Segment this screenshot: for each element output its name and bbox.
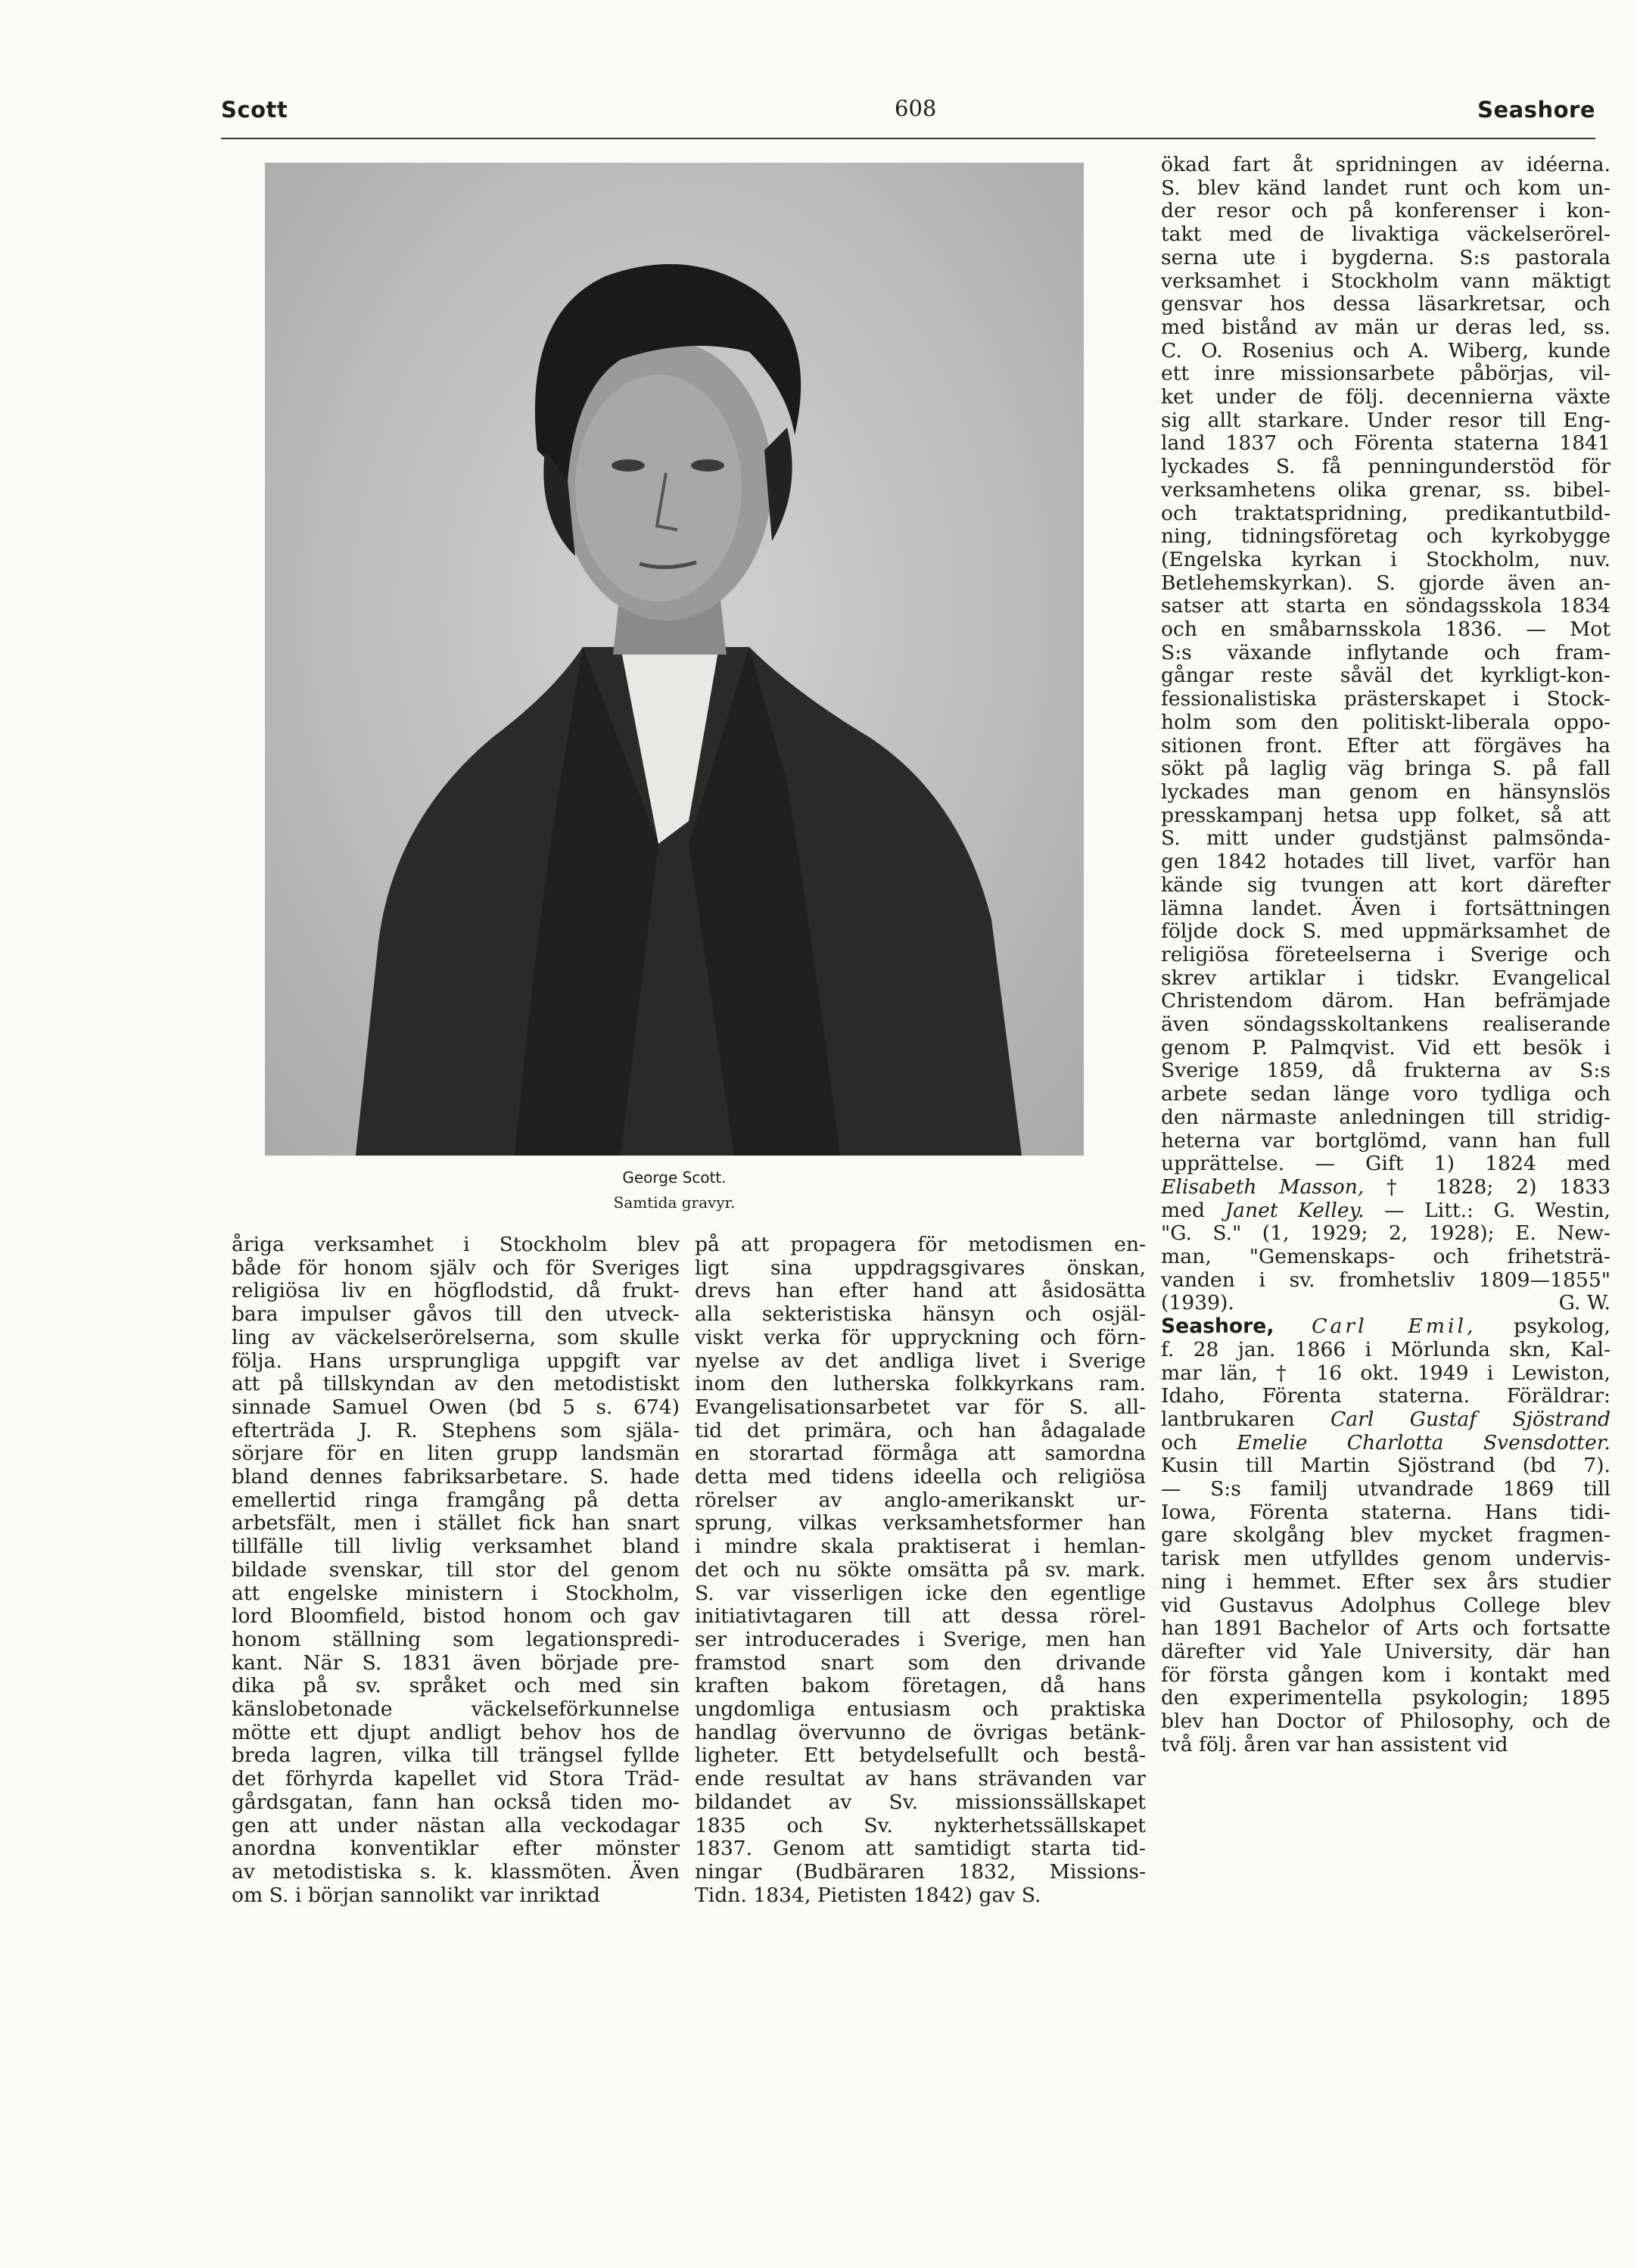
text-line: även söndagsskoltankens realiserande (1161, 1013, 1611, 1037)
text-line: initiativtagaren till att dessa rörel- (695, 1604, 1146, 1629)
text-line: Christendom därom. Han befrämjade (1161, 989, 1611, 1013)
text-line: ket under de följ. decennierna växte (1161, 385, 1611, 409)
text-line: genom P. Palmqvist. Vid ett besök i (1161, 1035, 1611, 1059)
text-line: ser introducerades i Sverige, men han (695, 1627, 1146, 1651)
caption-subtitle: Samtida gravyr. (613, 1193, 736, 1212)
text-line: ling av väckelserörelserna, som skulle (232, 1325, 680, 1349)
text-line: 1835 och Sv. nykterhetssällskapet (695, 1813, 1146, 1837)
text-column-3 (1161, 154, 1611, 1757)
text-line: arbete sedan länge voro tydliga och (1161, 1082, 1611, 1106)
text-line: i mindre skala praktiserat i hemlan- (695, 1535, 1146, 1559)
entry-headword: Seashore, (1161, 1314, 1274, 1339)
text-line: drevs han efter hand att åsidosätta (695, 1279, 1146, 1303)
text-line: Iowa, Förenta staterna. Hans tidi- (1161, 1500, 1611, 1524)
text-line: ende resultat av hans strävanden var (695, 1767, 1146, 1791)
text-line: Betlehemskyrkan). S. gjorde även an- (1161, 571, 1611, 595)
text-line: mar län, † 16 okt. 1949 i Lewiston, (1161, 1361, 1611, 1385)
text-line: holm som den politiskt-liberala oppo- (1161, 710, 1611, 734)
text-line: med Janet Kelley. — Litt.: G. Westin, (1161, 1198, 1611, 1222)
text-line: Tidn. 1834, Pietisten 1842) gav S. (695, 1883, 1041, 1907)
text-line: S:s växande inflytande och fram- (1161, 640, 1611, 664)
text-line: Evangelisationsarbetet var för S. all- (695, 1395, 1146, 1419)
text-line: lord Bloomfield, bistod honom och gav (232, 1604, 680, 1629)
text-line: sinnade Samuel Owen (bd 5 s. 674) (232, 1395, 680, 1419)
text-line: efterträda J. R. Stephens som själa- (232, 1418, 680, 1442)
text-line: på att propagera för metodismen en- (695, 1233, 1146, 1256)
portrait-engraving (265, 163, 1084, 1156)
text-line: att på tillskyndan av den metodistiskt (232, 1372, 680, 1396)
text-line: känslobetonade väckelseförkunnelse (232, 1697, 680, 1722)
text-line: och traktatspridning, predikantutbild- (1161, 501, 1611, 525)
text-line: breda lagren, vilka till trängsel fyllde (232, 1744, 680, 1768)
caption-title: George Scott. (622, 1168, 727, 1187)
text-line: bildade svenskar, till stor del genom (232, 1557, 680, 1582)
text-line: viskt verka för uppryckning och förn- (695, 1325, 1146, 1349)
text-line: den experimentella psykologin; 1895 (1161, 1686, 1611, 1710)
text-line: två följ. åren var han assistent vid (1161, 1732, 1508, 1756)
text-line: gensvar hos dessa läsarkretsar, och (1161, 292, 1611, 316)
text-line: dika på sv. språket och med sin (232, 1674, 680, 1698)
text-line: lantbrukaren Carl Gustaf Sjöstrand (1161, 1407, 1611, 1431)
text-line: följde dock S. med uppmärksamhet de (1161, 919, 1611, 944)
text-line: tillfälle till livlig verksamhet bland (232, 1535, 680, 1559)
text-line: både för honom själv och för Sveriges (232, 1255, 680, 1280)
text-line: en storartad förmåga att samordna (695, 1442, 1146, 1466)
text-line: sörjare för en liten grupp landsmän (232, 1442, 680, 1466)
text-line: serna ute i bygderna. S:s pastorala (1161, 245, 1611, 269)
text-line: S. mitt under gudstjänst palmsönda- (1161, 826, 1611, 851)
text-line: det och nu sökte omsätta på sv. mark. (695, 1557, 1146, 1582)
text-line: följa. Hans ursprungliga uppgift var (232, 1349, 680, 1373)
text-line: för första gången kom i kontakt med (1161, 1663, 1611, 1687)
text-line: att engelske ministern i Stockholm, (232, 1581, 680, 1605)
text-line: inom den lutherska folkkyrkans ram. (695, 1372, 1146, 1396)
text-line: lyckades man genom en hänsynslös (1161, 779, 1611, 804)
text-line: gare skolgång blev mycket fragmen- (1161, 1523, 1611, 1548)
text-line: anordna konventiklar efter mönster (232, 1837, 680, 1861)
text-line: der resor och på konferenser i kon- (1161, 199, 1611, 223)
text-line: Elisabeth Masson, † 1828; 2) 1833 (1161, 1174, 1611, 1199)
text-line: S. blev känd landet runt och kom un- (1161, 176, 1611, 200)
page-number: 608 (895, 95, 937, 121)
text-line: åriga verksamhet i Stockholm blev (232, 1233, 680, 1256)
text-line: blev han Doctor of Philosophy, och de (1161, 1710, 1611, 1734)
text-line: mötte ett djupt andligt behov hos de (232, 1720, 680, 1744)
text-line: verksamhetens olika grenar, ss. bibel- (1161, 478, 1611, 502)
author-signature: G. W. (1558, 1291, 1611, 1315)
text-line: S. var visserligen icke den egentlige (695, 1581, 1146, 1605)
text-line: presskampanj hetsa upp folket, så att (1161, 803, 1611, 827)
text-line: ningar (Budbäraren 1832, Missions- (695, 1859, 1146, 1884)
text-line: religiösa företeelserna i Sverige och (1161, 942, 1611, 966)
text-line: skrev artiklar i tidskr. Evangelical (1161, 966, 1611, 990)
text-line: sprung, vilkas verksamhetsformer han (695, 1511, 1146, 1535)
text-line: C. O. Rosenius och A. Wiberg, kunde (1161, 338, 1611, 362)
text-line: vid Gustavus Adolphus College blev (1161, 1593, 1611, 1617)
text-line: och Emelie Charlotta Svensdotter. (1161, 1430, 1611, 1454)
text-line: bland dennes fabriksarbetare. S. hade (232, 1465, 680, 1489)
text-line: upprättelse. — Gift 1) 1824 med (1161, 1152, 1611, 1176)
page-header (221, 89, 1595, 135)
text-line: ligheter. Ett betydelsefullt och bestå- (695, 1744, 1146, 1768)
text-line: religiösa liv en högflodstid, då frukt- (232, 1279, 680, 1303)
text-line: ning i hemmet. Efter sex års studier (1161, 1570, 1611, 1594)
text-line: man, "Gemenskaps- och frihetsträ- (1161, 1245, 1611, 1269)
text-line: gångar reste såväl det kyrkligt-kon- (1161, 664, 1611, 688)
figure-caption (265, 1165, 1084, 1215)
text-line: framstod snart som den drivande (695, 1650, 1146, 1675)
text-line: rörelser av anglo-amerikanskt ur- (695, 1488, 1146, 1512)
text-line: med bistånd av män ur deras led, ss. (1161, 315, 1611, 339)
text-line: detta med tidens ideella och religiösa (695, 1465, 1146, 1489)
text-line: honom ställning som legationspredi- (232, 1627, 680, 1651)
text-line: gen 1842 hotades till livet, varför han (1161, 850, 1611, 874)
text-line: därefter vid Yale University, där han (1161, 1640, 1611, 1663)
text-line: kraften bakom företagen, då hans (695, 1674, 1146, 1698)
text-line: han 1891 Bachelor of Arts och fortsatte (1161, 1616, 1611, 1641)
text-line: kände sig tvungen att kort därefter (1161, 873, 1611, 897)
running-head-right: Seashore (1477, 97, 1595, 123)
text-line: Kusin till Martin Sjöstrand (bd 7). (1161, 1454, 1611, 1478)
text-line: tid det primära, och han ådagalade (695, 1418, 1146, 1442)
text-line: alla sekteristiska hänsyn och osjäl- (695, 1302, 1146, 1327)
text-line: arbetsfält, men i stället fick han snart (232, 1511, 680, 1535)
text-line: land 1837 och Förenta staterna 1841 (1161, 431, 1611, 456)
text-line: sitionen front. Efter att förgäves ha (1161, 733, 1611, 758)
text-line: gen att under nästan alla veckodagar (232, 1813, 680, 1837)
text-line: emellertid ringa framgång på detta (232, 1488, 680, 1512)
entry-heading-line: Seashore, Carl Emil, psykolog, (1161, 1314, 1611, 1339)
text-line: nyelse av det andliga livet i Sverige (695, 1349, 1146, 1373)
text-line: verksamhet i Stockholm vann mäktigt (1161, 269, 1611, 293)
text-line: Idaho, Förenta staterna. Föräldrar: (1161, 1384, 1611, 1408)
text-line: takt med de livaktiga väckelserörel- (1161, 222, 1611, 247)
text-line: den närmaste anledningen till stridig- (1161, 1105, 1611, 1129)
text-line: bildandet av Sv. missionssällskapet (695, 1790, 1146, 1814)
text-line: (Engelska kyrkan i Stockholm, nuv. (1161, 547, 1611, 571)
text-line: lämna landet. Även i fortsättningen (1161, 896, 1611, 920)
header-rule (221, 138, 1595, 139)
text-line: ökad fart åt spridningen av idéerna. (1161, 153, 1611, 176)
text-line: och en småbarnsskola 1836. — Mot (1161, 618, 1611, 642)
text-line: om S. i början sannolikt var inriktad (232, 1883, 600, 1907)
text-column-1 (232, 1234, 680, 1907)
text-line: ligt sina uppdragsgivares önskan, (695, 1255, 1146, 1280)
text-line: vanden i sv. fromhetsliv 1809—1855" (1161, 1268, 1611, 1292)
text-line: gårdsgatan, fann han också tiden mo- (232, 1790, 680, 1814)
text-column-2 (695, 1234, 1146, 1907)
text-line: sig allt starkare. Under resor till Eng- (1161, 408, 1611, 432)
text-line: handlag övervunno de övrigas betänk- (695, 1720, 1146, 1744)
text-line: tarisk men utfylldes genom undervis- (1161, 1547, 1611, 1571)
text-line: (1939). G. W. (1161, 1291, 1611, 1315)
text-line: sökt på laglig väg bringa S. på fall (1161, 757, 1611, 781)
text-line: av metodistiska s. k. klassmöten. Även (232, 1859, 680, 1884)
text-line: det förhyrda kapellet vid Stora Träd- (232, 1767, 680, 1791)
text-line: fessionalistiska prästerskapet i Stock- (1161, 687, 1611, 711)
text-line: 1837. Genom att samtidigt starta tid- (695, 1837, 1146, 1861)
text-line: heterna var bortglömd, vann han full (1161, 1128, 1611, 1153)
text-line: "G. S." (1, 1929; 2, 1928); E. New- (1161, 1221, 1611, 1246)
text-line: bara impulser gåvos till den utveck- (232, 1302, 680, 1327)
text-line: Sverige 1859, då frukterna av S:s (1161, 1059, 1611, 1083)
text-line: ungdomliga entusiasm och praktiska (695, 1697, 1146, 1722)
text-line: f. 28 jan. 1866 i Mörlunda skn, Kal- (1161, 1337, 1611, 1361)
running-head-left: Scott (221, 97, 288, 123)
text-line: — S:s familj utvandrade 1869 till (1161, 1477, 1611, 1501)
text-line: lyckades S. få penningunderstöd för (1161, 455, 1611, 479)
text-line: ning, tidningsföretag och kyrkobygge (1161, 524, 1611, 549)
text-line: ett inre missionsarbete påbörjas, vil- (1161, 362, 1611, 386)
text-line: kant. När S. 1831 även började pre- (232, 1650, 680, 1675)
text-line: satser att starta en söndagsskola 1834 (1161, 594, 1611, 618)
